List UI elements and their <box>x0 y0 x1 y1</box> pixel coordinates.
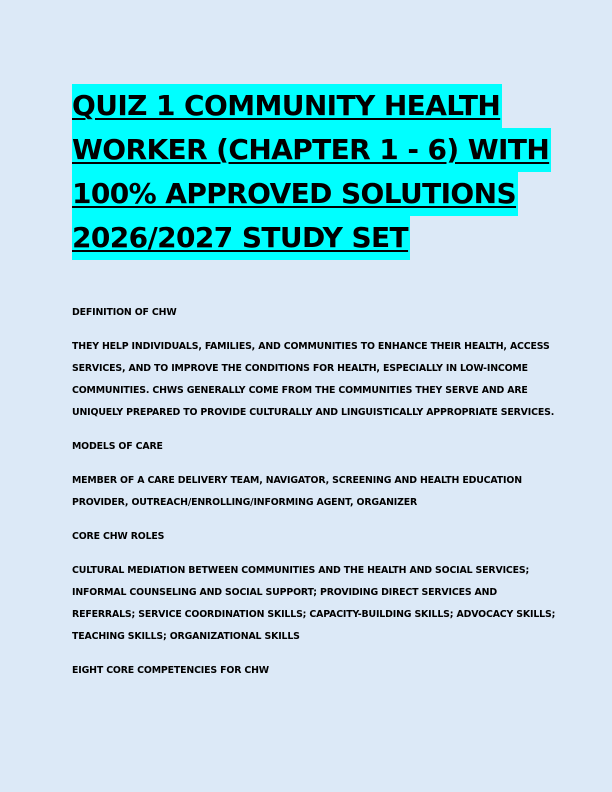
answer-line: SERVICES, AND TO IMPROVE THE CONDITIONS FOR HEALTH, ESPECIALLY IN LOW-INCOME <box>72 363 528 374</box>
answer-line: TEACHING SKILLS; ORGANIZATIONAL SKILLS <box>72 631 300 642</box>
answer-paragraph <box>72 470 542 514</box>
title-line: WORKER (CHAPTER 1 - 6) WITH <box>72 128 551 172</box>
answer-line: CULTURAL MEDIATION BETWEEN COMMUNITIES AND THE HEALTH AND SOCIAL SERVICES; <box>72 565 530 576</box>
answer-line: REFERRALS; SERVICE COORDINATION SKILLS; CAPACITY-BUILDING SKILLS; ADVOCACY SKILLS; <box>72 609 556 620</box>
answer-line: INFORMAL COUNSELING AND SOCIAL SUPPORT; PROVIDING DIRECT SERVICES AND <box>72 587 497 598</box>
title-line: 100% APPROVED SOLUTIONS <box>72 172 518 216</box>
question-heading: DEFINITION OF CHW <box>72 307 177 318</box>
question-heading: EIGHT CORE COMPETENCIES FOR CHW <box>72 665 269 676</box>
question-heading: CORE CHW ROLES <box>72 531 165 542</box>
answer-line: UNIQUELY PREPARED TO PROVIDE CULTURALLY AND LINGUISTICALLY APPROPRIATE SERVICES. <box>72 407 555 418</box>
answer-line: MEMBER OF A CARE DELIVERY TEAM, NAVIGATOR, SCREENING AND HEALTH EDUCATION <box>72 475 522 486</box>
question-heading: MODELS OF CARE <box>72 441 163 452</box>
answer-paragraph <box>72 560 556 648</box>
title-line: QUIZ 1 COMMUNITY HEALTH <box>72 84 502 128</box>
document-title <box>72 84 552 260</box>
answer-line: COMMUNITIES. CHWS GENERALLY COME FROM THE COMMUNITIES THEY SERVE AND ARE <box>72 385 528 396</box>
title-line: 2026/2027 STUDY SET <box>72 216 410 260</box>
answer-line: THEY HELP INDIVIDUALS, FAMILIES, AND COMMUNITIES TO ENHANCE THEIR HEALTH, ACCESS <box>72 341 550 352</box>
answer-paragraph <box>72 336 555 424</box>
answer-line: PROVIDER, OUTREACH/ENROLLING/INFORMING AGENT, ORGANIZER <box>72 497 418 508</box>
